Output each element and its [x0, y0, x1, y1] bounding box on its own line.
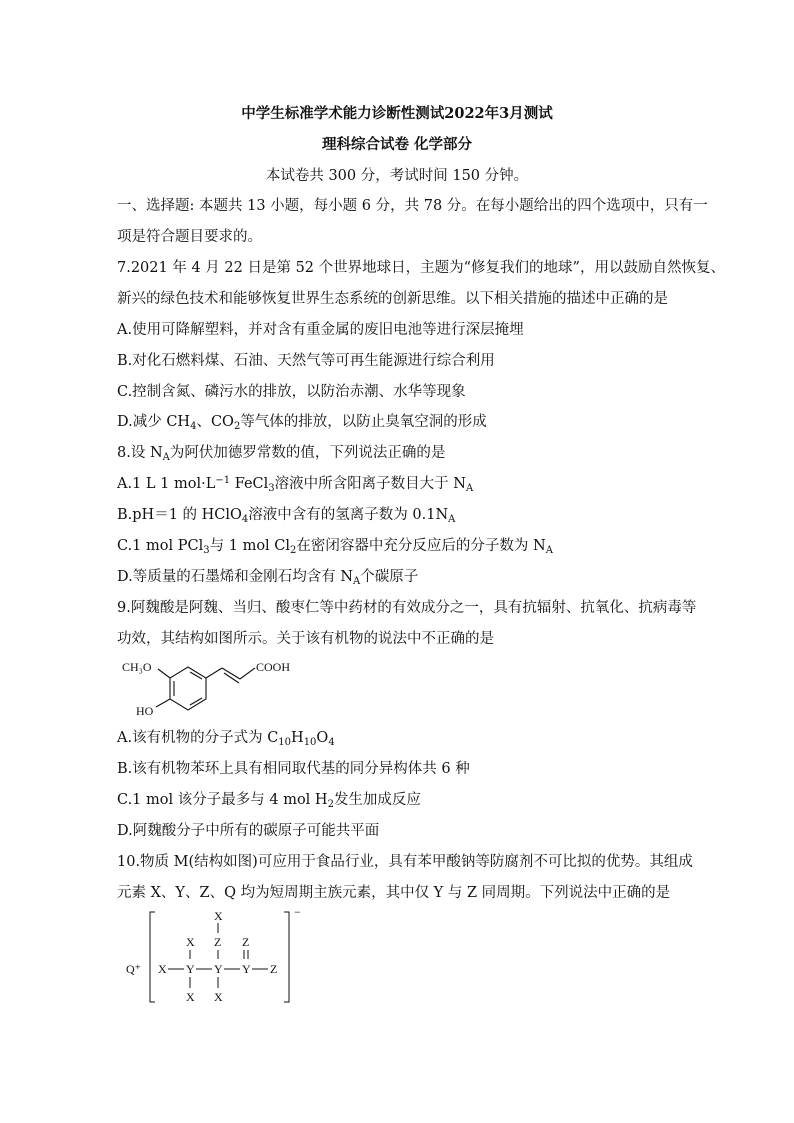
q7-option-d: D.减少 $CH_4$、$CO_2$等气体的排放，以防止臭氧空洞的形成: [117, 414, 487, 432]
exam-subtitle: 理科综合试卷 化学部分: [321, 136, 473, 153]
q10-stem-line1: 10.物质 M(结构如图)可应用于食品行业，具有苯甲酸钠等防腐剂不可比拟的优势。其组成: [117, 854, 693, 870]
q9-stem-line1: 9.阿魏酸是阿魏、当归、酸枣仁等中药材的有效成分之一，具有抗辐射、抗氧化、抗病毒等: [117, 600, 697, 616]
ferulic-acid-structure: [110, 655, 310, 721]
q10-stem-line2: 元素 X、Y、Z、Q 均为短周期主族元素，其中仅 Y 与 Z 同周期。下列说法中正确的是: [117, 885, 671, 901]
atom-x-lower-1: X: [186, 990, 195, 1004]
atom-y-3: Y: [242, 962, 251, 976]
q7-stem-line2: 新兴的绿色技术和能够恢复世界生态系统的创新思维。以下相关措施的描述中正确的是: [117, 291, 668, 307]
q7-option-c: C.控制含氮、磷污水的排放，以防治赤潮、水华等现象: [117, 384, 466, 400]
exam-title: 中学生标准学术能力诊断性测试2022年3月测试: [241, 105, 553, 122]
atom-x-left: X: [158, 962, 167, 976]
q7-stem-line1: 7.2021 年 4 月 22 日是第 52 个世界地球日，主题为“修复我们的地球”，用以鼓励自然恢复、: [117, 260, 725, 276]
section-instruction-line1: 一、选择题: 本题共 13 小题，每小题 6 分，共 78 分。在每小题给出的四个选项中，只有一: [117, 198, 708, 214]
q9-stem-line2: 功效，其结构如图所示。关于该有机物的说法中不正确的是: [117, 631, 494, 647]
atom-z-right: Z: [270, 962, 278, 976]
exam-note: 本试卷共 300 分，考试时间 150 分钟。: [265, 168, 529, 184]
methoxy-label: CH₃O: [122, 660, 152, 674]
q7-option-a: A.使用可降解塑料，并对含有重金属的废旧电池等进行深层掩埋: [117, 322, 524, 338]
atom-y-1: Y: [186, 962, 195, 976]
cation-label: Q⁺: [126, 962, 141, 976]
q8-stem: 8.设 $N_A$为阿伏加德罗常数的值，下列说法正确的是: [117, 445, 446, 463]
atom-x-top: X: [214, 909, 223, 923]
atom-y-2: Y: [214, 962, 223, 976]
hydroxy-label: HO: [136, 704, 154, 718]
q7-option-b: B.对化石燃料煤、石油、天然气等可再生能源进行综合利用: [117, 353, 495, 369]
q9-option-a: A.该有机物的分子式为 $C_{10}H_{10}O_4$: [117, 730, 335, 748]
q8-option-c: C.1 mol PCl$_3$与 1 mol $Cl_2$在密闭容器中充分反应后的分子数为 $N_A$: [117, 538, 553, 556]
atom-x-upper-left: X: [186, 935, 195, 949]
q8-option-b: B.pH＝1 的 HClO$_4$溶液中含有的氢离子数为 $0.1N_A$: [117, 507, 456, 525]
anion-charge: −: [294, 906, 301, 919]
atom-x-lower-2: X: [214, 990, 223, 1004]
q8-option-d: D.等质量的石墨烯和金刚石均含有 $N_A$个碳原子: [117, 569, 419, 587]
atom-z-upper-mid: Z: [214, 935, 222, 949]
q9-option-b: B.该有机物苯环上具有相同取代基的同分异构体共 6 种: [117, 761, 470, 777]
section-instruction-line2: 项是符合题目要求的。: [117, 229, 262, 245]
q9-option-c: C.1 mol 该分子最多与 4 mol $H_2$发生加成反应: [117, 792, 421, 810]
carboxyl-label: COOH: [256, 660, 291, 674]
q9-option-d: D.阿魏酸分子中所有的碳原子可能共平面: [117, 823, 380, 839]
atom-z-upper-right: Z: [242, 935, 250, 949]
compound-m-structure: [118, 906, 318, 1006]
q8-option-a: A.1 L 1 $mol\cdot L^{-1}$ FeCl$_3$溶液中所含阳离子数目大于 $N_A$: [117, 475, 474, 494]
